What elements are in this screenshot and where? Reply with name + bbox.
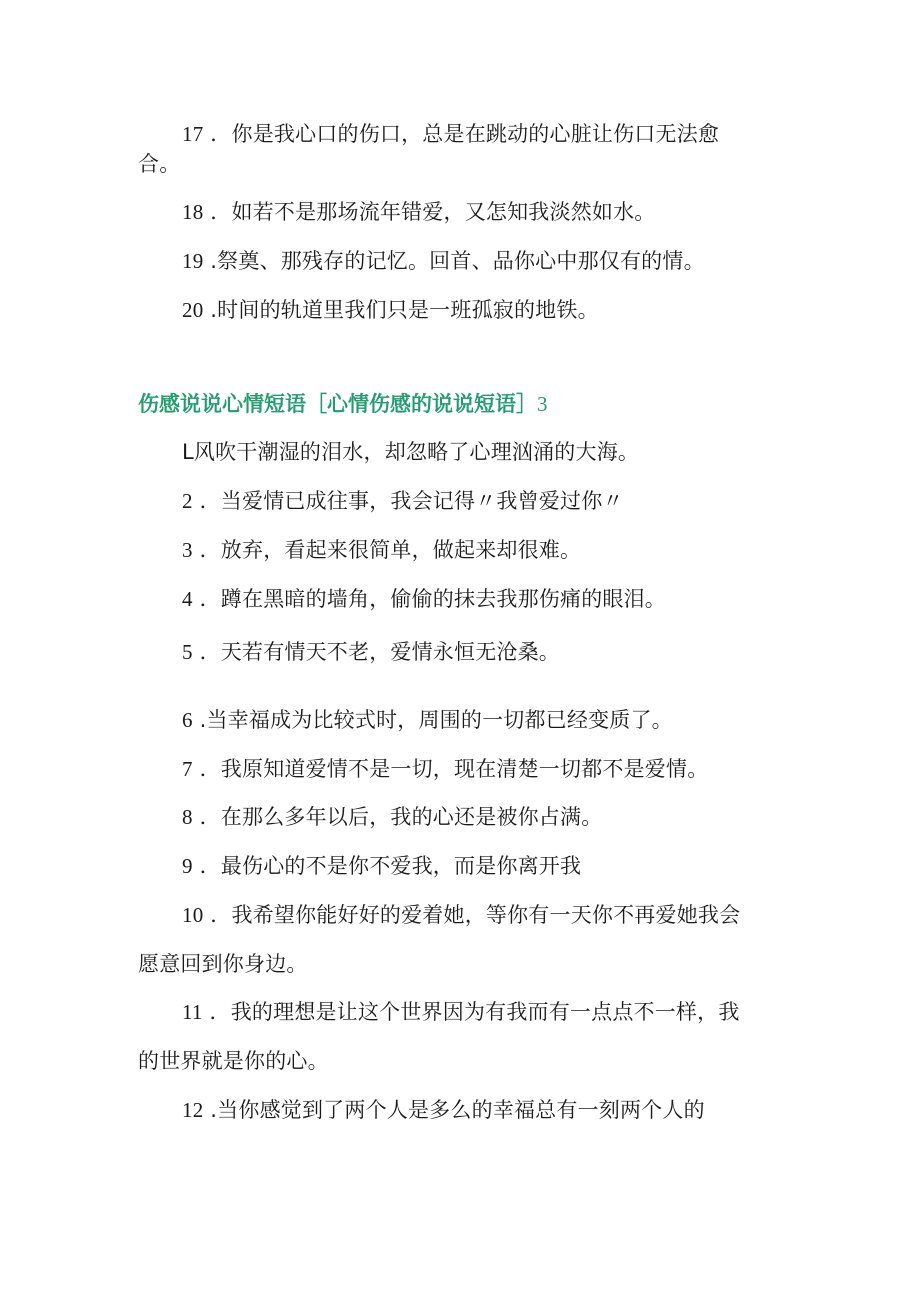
item-text: .当你感觉到了两个人是多么的幸福总有一刻两个人的 bbox=[210, 1098, 705, 1122]
item-number: 11 bbox=[182, 1000, 203, 1024]
item-text: ．蹲在黑暗的墙角，偷偷的抹去我那伤痛的眼泪。 bbox=[199, 587, 666, 611]
section-heading-text: 伤感说说心情短语［心情伤感的说说短语］ bbox=[138, 392, 537, 416]
list-item bbox=[182, 538, 832, 562]
list-item bbox=[182, 805, 832, 829]
item-text: ．放弃，看起来很简单，做起来却很难。 bbox=[199, 538, 582, 562]
item-text-continued: 合。 bbox=[138, 152, 181, 176]
item-text: ．我原知道爱情不是一切，现在清楚一切都不是爱情。 bbox=[199, 757, 709, 781]
list-item bbox=[182, 708, 832, 732]
item-number: 4 bbox=[182, 587, 193, 611]
item-number: 3 bbox=[182, 538, 193, 562]
list-item-continuation bbox=[138, 152, 788, 176]
list-item bbox=[182, 489, 832, 513]
item-text-continued: 愿意回到你身边。 bbox=[138, 952, 308, 976]
list-item bbox=[182, 200, 832, 224]
item-number: 19 bbox=[182, 249, 204, 273]
item-text: L风吹干潮湿的泪水，却忽略了心理汹涌的大海。 bbox=[182, 440, 640, 464]
item-number: 17 bbox=[182, 122, 204, 146]
list-item bbox=[182, 122, 832, 146]
item-text: ．我希望你能好好的爱着她，等你有一天你不再爱她我会 bbox=[210, 903, 741, 927]
item-text: ．当爱情已成往事，我会记得〃我曾爱过你〃 bbox=[199, 489, 624, 513]
item-number: 2 bbox=[182, 489, 193, 513]
item-number: 20 bbox=[182, 298, 204, 322]
item-number: 5 bbox=[182, 640, 193, 664]
list-item bbox=[182, 587, 832, 611]
item-text: ．我的理想是让这个世界因为有我而有一点点不一样，我 bbox=[209, 1000, 740, 1024]
item-text: .当幸福成为比较式时，周围的一切都已经变质了。 bbox=[199, 708, 673, 732]
item-text: .祭奠、那残存的记忆。回首、品你心中那仅有的情。 bbox=[210, 249, 705, 273]
section-heading bbox=[138, 392, 548, 416]
item-number: 6 bbox=[182, 708, 193, 732]
list-item bbox=[182, 298, 832, 322]
item-number: 10 bbox=[182, 903, 204, 927]
list-item-continuation bbox=[138, 1049, 788, 1073]
item-text: ．天若有情天不老，爱情永恒无沧桑。 bbox=[199, 640, 560, 664]
item-number: 8 bbox=[182, 805, 193, 829]
item-number: 7 bbox=[182, 757, 193, 781]
item-text: .时间的轨道里我们只是一班孤寂的地铁。 bbox=[210, 298, 599, 322]
list-item bbox=[182, 1098, 832, 1122]
list-item bbox=[182, 1000, 832, 1024]
item-text: ．你是我心口的伤口，总是在跳动的心脏让伤口无法愈 bbox=[210, 122, 720, 146]
list-item-continuation bbox=[138, 952, 788, 976]
item-text: ．如若不是那场流年错爱，又怎知我淡然如水。 bbox=[210, 200, 656, 224]
item-text: ．在那么多年以后，我的心还是被你占满。 bbox=[199, 805, 603, 829]
list-item bbox=[182, 249, 832, 273]
item-number: 12 bbox=[182, 1098, 204, 1122]
item-number: 18 bbox=[182, 200, 204, 224]
list-item bbox=[182, 757, 832, 781]
section-heading-number: 3 bbox=[537, 392, 548, 416]
list-item bbox=[182, 640, 832, 664]
list-item bbox=[182, 440, 832, 464]
list-item bbox=[182, 903, 832, 927]
item-text: ．最伤心的不是你不爱我，而是你离开我 bbox=[199, 854, 582, 878]
item-text-continued: 的世界就是你的心。 bbox=[138, 1049, 329, 1073]
list-item bbox=[182, 854, 832, 878]
item-number: 9 bbox=[182, 854, 193, 878]
